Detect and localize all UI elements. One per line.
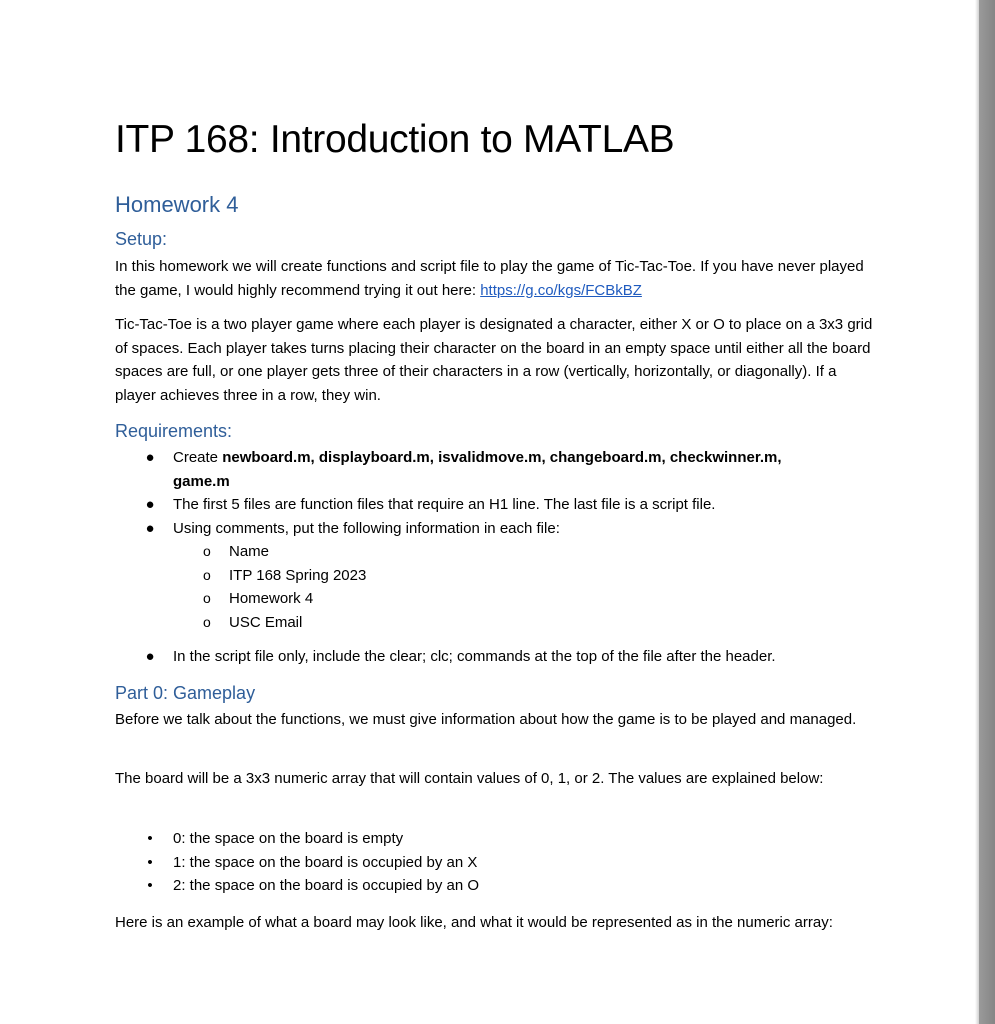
- bullet-icon: •: [147, 830, 153, 847]
- homework-heading: Homework 4: [115, 192, 239, 217]
- list-item: o ITP 168 Spring 2023: [201, 564, 833, 588]
- board-values-list: [143, 827, 843, 898]
- file-names: newboard.m, displayboard.m, isvalidmove.m, changeboard.m, checkwinner.m, game.m: [173, 449, 782, 490]
- list-item: o Name: [201, 540, 833, 564]
- bullet-icon: ●: [145, 496, 155, 513]
- requirements-list: [143, 446, 833, 634]
- setup-paragraph-1: [115, 255, 875, 302]
- part0-paragraph-2: The board will be a 3x3 numeric array that will contain values of 0, 1, or 2. The values are explained below:: [115, 770, 824, 787]
- list-item: ● Using comments, put the following information in each file: o Name o ITP 168 Spring 2023 o Homework 4 o USC Email: [143, 517, 833, 635]
- page-edge-shadow: [979, 0, 995, 1024]
- list-item: • 0: the space on the board is empty: [143, 827, 843, 851]
- requirements-heading: Requirements:: [115, 421, 233, 441]
- part0-paragraph-3: Here is an example of what a board may look like, and what it would be represented as in the numeric array:: [115, 914, 833, 931]
- circle-bullet-icon: o: [203, 613, 211, 630]
- circle-bullet-icon: o: [203, 566, 211, 583]
- bullet-icon: ●: [145, 519, 155, 537]
- setup-text: In this homework we will create functions and script file to play the game of Tic-Tac-Toe. If you have never played the game, I would highly recommend trying it out here:: [115, 258, 864, 299]
- tic-tac-toe-link[interactable]: https://g.co/kgs/FCBkBZ: [480, 281, 642, 299]
- bullet-icon: ●: [145, 648, 155, 665]
- list-item: o USC Email: [201, 611, 833, 635]
- list-item: • 2: the space on the board is occupied by an O: [143, 874, 843, 898]
- bullet-icon: •: [147, 877, 153, 894]
- header-info-list: [173, 540, 833, 634]
- part0-heading: Part 0: Gameplay: [115, 683, 256, 703]
- part0-paragraph-1: Before we talk about the functions, we must give information about how the game is to be played and managed.: [115, 711, 857, 728]
- bullet-icon: •: [147, 853, 153, 871]
- circle-bullet-icon: o: [203, 543, 211, 559]
- requirements-list-continued: [143, 645, 863, 669]
- setup-description: Tic-Tac-Toe is a two player game where each player is designated a character, either X or O to place on a 3x3 grid of spaces. Each player takes turns placing their character on the board in an empty space until either all the board spaces are full, or one player gets three of their characters in a row (vertically, horizontally, or diagonally). If a player achieves three in a row, they win.: [115, 316, 873, 404]
- setup-heading: Setup:: [115, 229, 168, 249]
- circle-bullet-icon: o: [203, 590, 211, 606]
- list-item: ● Create newboard.m, displayboard.m, isvalidmove.m, changeboard.m, checkwinner.m, game.m: [143, 446, 833, 493]
- list-item: o Homework 4: [201, 587, 833, 611]
- list-item: • 1: the space on the board is occupied by an X: [143, 851, 843, 875]
- setup-paragraph-2: [115, 313, 875, 407]
- list-item: ● In the script file only, include the clear; clc; commands at the top of the file after the header.: [143, 645, 863, 669]
- bullet-icon: ●: [145, 449, 155, 466]
- document-title: ITP 168: Introduction to MATLAB: [115, 118, 675, 161]
- list-item: ● The first 5 files are function files that require an H1 line. The last file is a script file.: [143, 493, 833, 517]
